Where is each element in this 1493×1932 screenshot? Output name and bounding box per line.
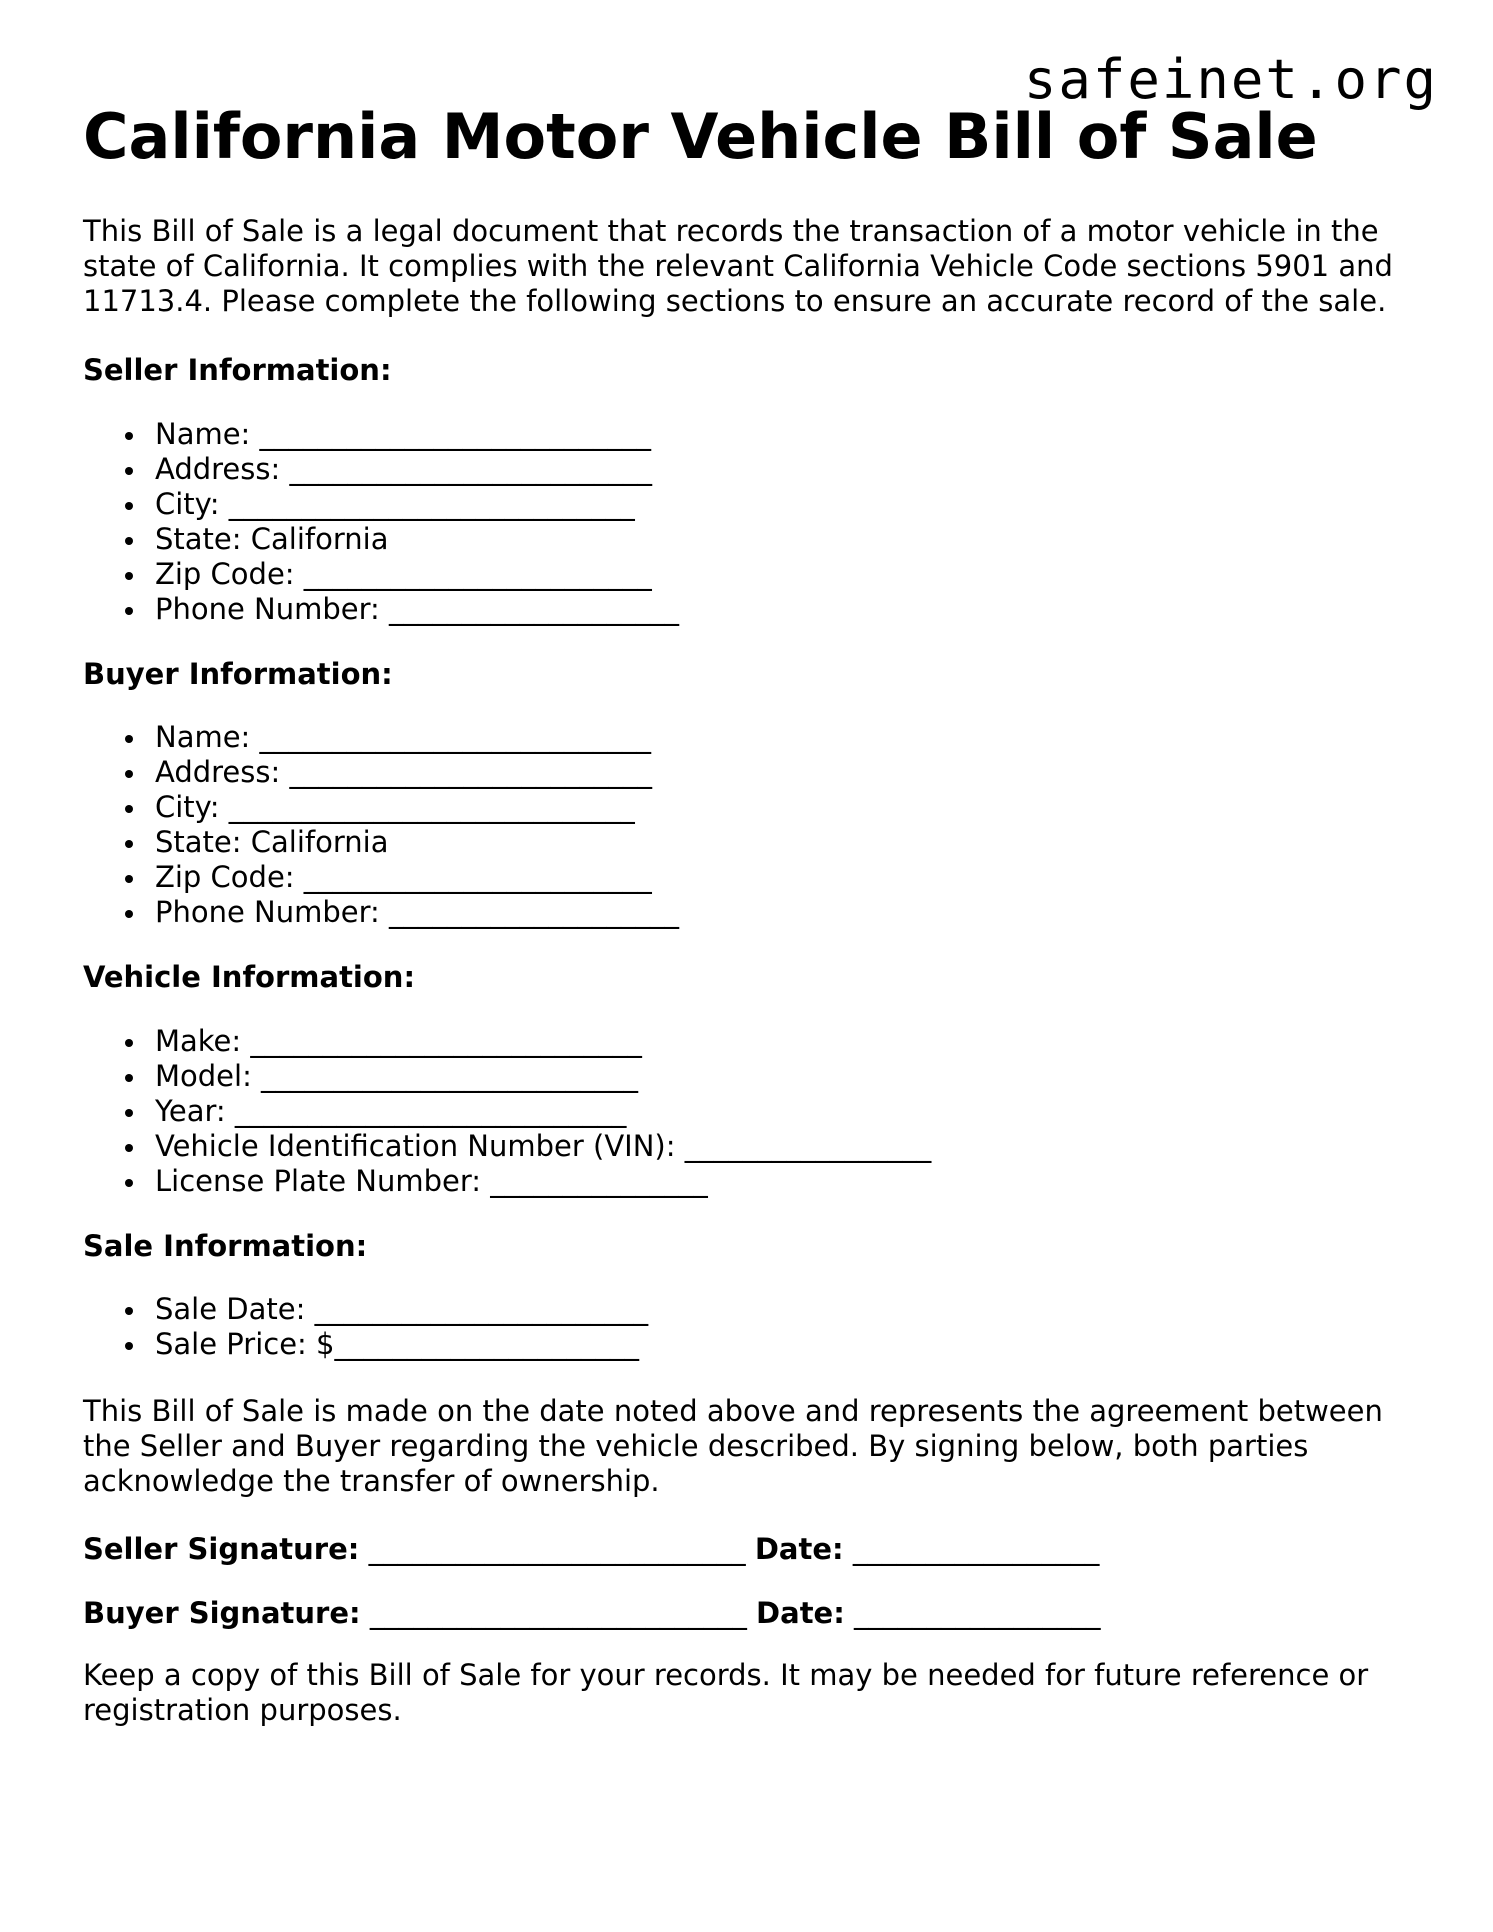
seller-state-field: State: California [155,522,679,557]
buyer-state-field: State: California [155,825,679,860]
buyer-heading: Buyer Information: [83,657,393,691]
vehicle-model-field: Model: __________________________ [155,1059,931,1094]
seller-signature-label: Seller Signature: [83,1532,360,1566]
buyer-date-blank: _________________ [844,1596,1101,1630]
vehicle-fields [83,1024,931,1199]
document-title: California Motor Vehicle Bill of Sale [83,100,1318,173]
seller-signature-line [83,1532,1099,1567]
seller-heading: Seller Information: [83,353,392,387]
closing-paragraph: Keep a copy of this Bill of Sale for your records. It may be needed for future reference or registration purposes. [83,1658,1369,1727]
sale-price-field: Sale Price: $_____________________ [155,1327,648,1362]
vehicle-make-field: Make: ___________________________ [155,1024,931,1059]
buyer-name-field: Name: ___________________________ [155,720,679,755]
buyer-city-field: City: ____________________________ [155,790,679,825]
seller-name-field: Name: ___________________________ [155,417,679,452]
seller-address-field: Address: _________________________ [155,452,679,487]
seller-phone-field: Phone Number: ____________________ [155,592,680,626]
vehicle-heading: Vehicle Information: [83,960,416,994]
watermark: safeinet.org [1023,48,1438,111]
agreement-paragraph: This Bill of Sale is made on the date noted above and represents the agreement between the Seller and Buyer regarding the vehicle described. By signing below, both parties acknowledge the transfer of ownership. [83,1394,1383,1498]
seller-fields [83,417,679,627]
buyer-address-field: Address: _________________________ [155,755,679,790]
seller-city-field: City: ____________________________ [155,487,679,522]
vehicle-year-field: Year: ___________________________ [155,1094,931,1129]
intro-paragraph: This Bill of Sale is a legal document that records the transaction of a motor vehicle in the state of California. It complies with the relevant California Vehicle Code sections 5901 and 11713.4. Please complete the following sections to ensure an accurate record of the sale. [83,214,1393,318]
vehicle-plate-field: License Plate Number: _______________ [155,1164,931,1199]
buyer-fields [83,720,679,930]
sale-fields [83,1292,648,1362]
sale-heading: Sale Information: [83,1229,368,1263]
buyer-zip-field: Zip Code: ________________________ [155,860,679,895]
buyer-signature-label: Buyer Signature: [83,1596,361,1630]
seller-date-label: Date: [754,1532,844,1566]
vehicle-vin-field: Vehicle Identification Number (VIN): _________________ [155,1129,932,1163]
buyer-phone-field: Phone Number: ____________________ [155,895,680,929]
sale-date-field: Sale Date: _______________________ [155,1292,649,1326]
seller-zip-field: Zip Code: ________________________ [155,557,679,592]
seller-signature-blank: __________________________ [359,1532,755,1566]
buyer-date-label: Date: [756,1596,845,1630]
buyer-signature-line [83,1596,1101,1631]
seller-date-blank: _________________ [843,1532,1100,1566]
buyer-signature-blank: __________________________ [360,1596,757,1630]
